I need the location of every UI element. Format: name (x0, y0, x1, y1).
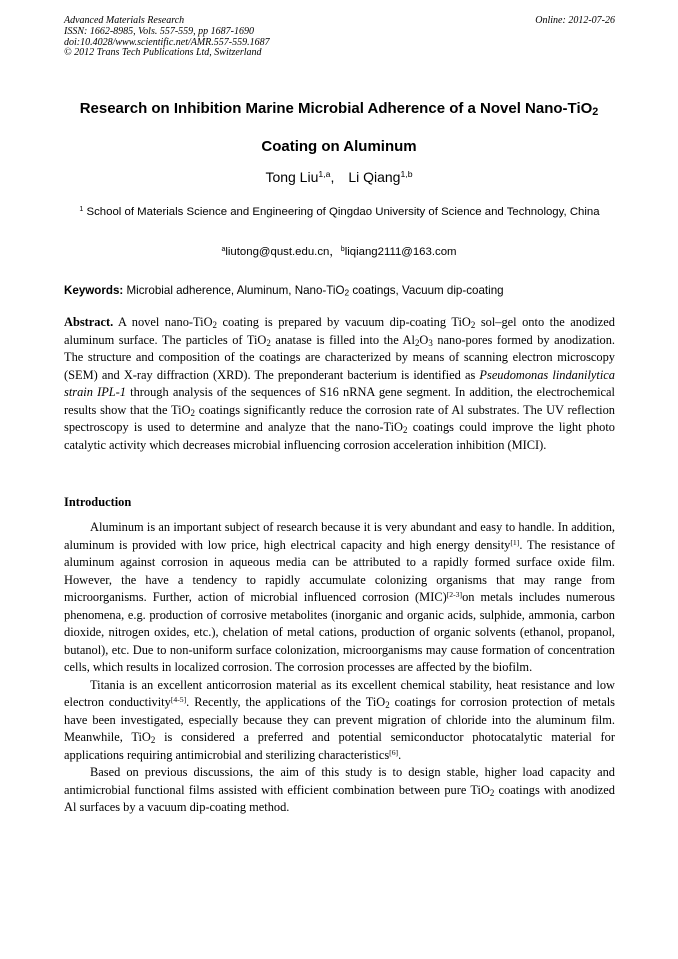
abstract-sub: 2 (470, 319, 476, 330)
issn-line: ISSN: 1662-8985, Vols. 557-559, pp 1687-1690 (64, 25, 254, 37)
abstract-sub: 2 (403, 424, 408, 435)
paragraph-text: coatings with anodized Al surfaces by a vacuum dip-coating method. (64, 782, 615, 814)
paragraph-sub: 2 (150, 734, 156, 745)
keywords-text-1: Microbial adherence, Aluminum, Nano-TiO (123, 284, 345, 297)
abstract-label: Abstract. (64, 315, 114, 329)
abstract-text: O (419, 332, 429, 347)
affiliation-text: School of Materials Science and Engineering of Qingdao University of Science and Technology, China (83, 206, 600, 218)
author-separator: , (330, 169, 335, 185)
abstract-sub: 2 (266, 337, 271, 348)
paragraph-text: Titania is an excellent anticorrosion material as its excellent chemical stability, heat resistance and low electron conductivity (64, 677, 615, 709)
email-a[interactable]: liutong@qust.edu.cn， (225, 246, 341, 258)
paragraph-text: on metals includes numerous phenomena, e.g. production of corrosive metabolites (inorganic and organic acids, sulphide, ammonia, carbon dioxide, nitrogen oxides, etc.), chelation of metal cations, production of organic solvents (ethanol, propanol, butanol), etc. Due to non-uniform surface colonization, microorganisms may cause formation of concentration cells, which results in localized corrosion. The corrosion processes are affected by the biofilm. (64, 590, 615, 674)
abstract-text: anatase is filled into the Al (270, 332, 415, 347)
citation-ref[interactable]: [6] (389, 747, 399, 757)
abstract-text: nano-pores formed by anodization. The structure and composition of the coatings are characterized by means of scanning electron microscopy (SEM) and X-ray diffraction (XRD). The preponderant bacterium is identified as (64, 332, 616, 382)
abstract-text: coating is prepared by vacuum dip-coating TiO (217, 315, 471, 329)
intro-paragraph-3 (64, 764, 615, 817)
intro-paragraph-2 (64, 677, 615, 765)
abstract-text: coatings significantly reduce the corrosion rate of Al substrates. The UV reflection spectroscopy is used to determine and analyze that the nano-TiO (64, 402, 615, 434)
section-heading-introduction: Introduction (64, 495, 132, 509)
paragraph-text: . (398, 747, 402, 762)
affiliation-mark: 1 (79, 206, 84, 214)
abstract-sub: 3 (428, 337, 433, 348)
abstract-sub: 2 (414, 337, 420, 348)
copyright-line: © 2012 Trans Tech Publications Ltd, Switzerland (64, 47, 262, 59)
doi-line: doi:10.4028/www.scientific.net/AMR.557-559.1687 (64, 36, 270, 48)
author-emails (40, 244, 638, 260)
bacterium-name: Pseudomonas lindanilytica strain IPL-1 (64, 367, 616, 399)
abstract-sub: 2 (212, 319, 217, 330)
author-1-affil: 1,a (318, 169, 331, 180)
keywords-label: Keywords: (64, 284, 124, 297)
paragraph-text: Aluminum is an important subject of research because it is very abundant and easy to handle. In addition, aluminum is provided with low price, high electrical capacity and high energy density (64, 520, 615, 552)
paragraph-text: coatings for corrosion protection of metals have been investigated, especially because they can prevent migration of chloride into the aluminum film. Meanwhile, TiO (64, 695, 615, 744)
keywords (64, 283, 624, 299)
paragraph-text: . Recently, the applications of the TiO (186, 695, 386, 709)
email-b-mark: b (340, 246, 345, 254)
paragraph-text: Based on previous discussions, the aim of this study is to design stable, higher load capacity and antimicrobial functional films assisted with efficient combination between pure TiO (64, 765, 615, 797)
title-line-1: Research on Inhibition Marine Microbial Adherence of a Novel Nano-TiO (79, 100, 593, 117)
journal-name: Advanced Materials Research (64, 15, 185, 26)
journal-header (64, 16, 615, 59)
abstract-text: through analysis of the sequences of S16 nRNA gene segment. In addition, the electrochemical results show that the TiO (64, 385, 615, 417)
paragraph-sub: 2 (385, 699, 390, 710)
citation-ref[interactable]: [2-3] (446, 589, 463, 599)
citation-ref[interactable]: [1] (510, 537, 520, 547)
paper-title (40, 90, 638, 166)
author-1-name: Tong Liu (265, 169, 319, 185)
author-2-name: Li Qiang (348, 169, 401, 185)
citation-ref[interactable]: [4-5] (170, 694, 187, 704)
paragraph-sub: 2 (489, 787, 495, 798)
paragraph-text: is considered a preferred and potential semiconductor photocatalytic material for applications requiring antimicrobial and sterilizing characteristics (64, 730, 615, 762)
title-subscript: 2 (592, 106, 599, 119)
abstract-text: A novel nano-TiO (113, 315, 213, 329)
abstract-text: sol–gel onto the anodized aluminum surface. The particles of TiO (64, 315, 615, 347)
email-a-mark: a (221, 246, 226, 254)
introduction-body (64, 519, 615, 817)
keywords-text-2: coatings, Vacuum dip-coating (349, 284, 504, 297)
email-b[interactable]: liqiang2111@163.com (344, 246, 457, 258)
abstract-text: coatings could improve the light photo catalytic activity which decreases microbial influencing corrosion acceleration inhibition (MICI). (64, 420, 615, 452)
author-2-affil: 1,b (400, 169, 413, 180)
online-date: Online: 2012-07-26 (535, 15, 615, 26)
keywords-sub: 2 (344, 287, 350, 298)
paragraph-text: . The resistance of aluminum against corrosion in aqueous media can be attributed to a rapidly formed surface oxide film. However, the have a tendency to rapidly accumulate colonizing organisms that may range from microorganisms. Further, action of microbial influenced corrosion (MIC) (64, 537, 615, 604)
title-line-2: Coating on Aluminum (261, 138, 417, 155)
author-list (40, 168, 638, 186)
abstract (64, 314, 615, 454)
affiliation (64, 203, 615, 221)
intro-paragraph-1 (64, 519, 615, 677)
abstract-sub: 2 (190, 407, 195, 418)
